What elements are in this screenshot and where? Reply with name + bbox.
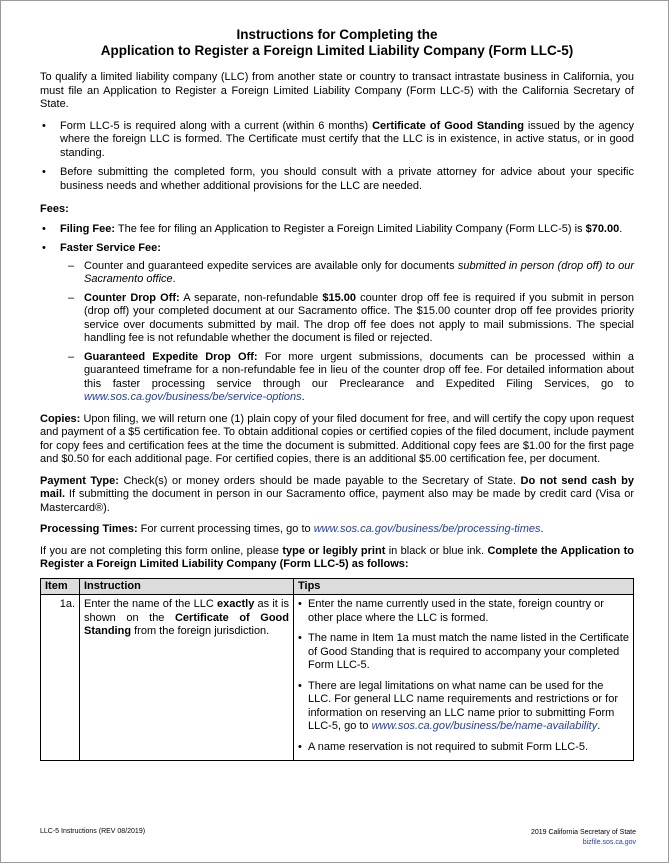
row-instruction: Enter the name of the LLC exactly as it is shown on the Certificate of Good Standing from the foreign jurisdiction. (80, 595, 294, 761)
processing-paragraph: Processing Times: For current processing times, go to www.sos.ca.gov/business/be/processing-times. (40, 523, 544, 535)
fees-heading: Fees: (40, 203, 69, 215)
counter-drop-off: – Counter Drop Off: A separate, non-refundable $15.00 counter drop off fee is required if you submit in person (drop off) your completed document at our Sacramento office. The $15.00 counter drop off fee provides priority service over documents submitted by mail. The drop off fee does not apply to mail submissions. The special handling fee is not refundable whether the document is filed or rejected. (60, 292, 634, 346)
page-title (40, 27, 634, 59)
tip-current-name: • Enter the name currently used in the state, foreign country or other place where the LLC is formed. (298, 598, 629, 625)
footer-copyright: 2019 California Secretary of State (530, 829, 636, 836)
footer-revision: LLC-5 Instructions (REV 08/2019) (40, 828, 146, 835)
title-line-1: Instructions for Completing the (236, 27, 438, 42)
header-item: Item (41, 578, 80, 595)
header-instruction: Instruction (80, 578, 294, 595)
fees-list (40, 223, 634, 405)
service-options-link[interactable]: www.sos.ca.gov/business/be/service-options (84, 391, 302, 403)
payment-paragraph: Payment Type: Check(s) or money orders should be made payable to the Secretary of State. Do not send cash by mail. If submitting the document in person in our Sacramento office, payment also may be made by credit card (Visa or Mastercard®). (40, 474, 635, 514)
row-tips (294, 595, 634, 761)
intro-bullets (40, 120, 634, 194)
tip-legal-limitations: • There are legal limitations on what name can be used for the LLC. For general LLC name requirements and restrictions or for information on reserving an LLC name prior to submitting Form LLC-5, go to www.sos.ca.gov/business/be/name-availability. (298, 680, 629, 734)
header-tips: Tips (294, 578, 634, 595)
bullet-certificate: • Form LLC-5 is required along with a current (within 6 months) Certificate of Good Standing issued by the agency where the foreign LLC is formed. The Certificate must certify that the LLC is in existence, in active status, or in good standing. (40, 120, 634, 161)
table-row (41, 595, 634, 761)
faster-service-intro: – Counter and guaranteed expedite services are available only for documents submitted in person (drop off) to our Sacramento office. (60, 260, 634, 287)
table-header-row (41, 578, 634, 595)
tips-list (298, 598, 629, 754)
instructions-table (40, 578, 634, 762)
completing-paragraph: If you are not completing this form online, please type or legibly print in black or blue ink. Complete the Application to Register a Foreign Limited Liability Company (Form LLC-5) as follows: (40, 544, 634, 570)
bullet-attorney: • Before submitting the completed form, you should consult with a private attorney for advice about your specific business needs and whether additional provisions for the LLC are needed. (40, 166, 634, 193)
name-availability-link[interactable]: www.sos.ca.gov/business/be/name-availability (371, 720, 598, 732)
processing-times-link[interactable]: www.sos.ca.gov/business/be/processing-times (313, 523, 541, 535)
tip-reservation: • A name reservation is not required to submit Form LLC-5. (298, 741, 629, 755)
footer-publisher (531, 828, 636, 848)
footer-bizfile-link[interactable]: bizfile.sos.ca.gov (582, 839, 636, 846)
title-line-2: Application to Register a Foreign Limited Liability Company (Form LLC-5) (100, 43, 574, 58)
tip-match-name: • The name in Item 1a must match the name listed in the Certificate of Good Standing that is required to accompany your completed Form LLC-5. (298, 632, 629, 673)
intro-paragraph: To qualify a limited liability company (LLC) from another state or country to transact intrastate business in California, you must file an Application to Register a Foreign Limited Liability Company (Form LLC-5) with the California Secretary of State. (40, 71, 634, 110)
faster-service-fee: • Faster Service Fee: – Counter and guaranteed expedite services are available only for documents submitted in person (drop off) to our Sacramento office. – Counter Drop Off: A separate, non-refundable $15.00 counter drop off fee is required if you submit in person (drop off) your completed document at our Sacramento office. The $15.00 counter drop off fee provides priority service over documents submitted by mail. The drop off fee does not apply to mail submissions. The special handling fee is not refundable whether the document is filed or rejected. – Guaranteed Expedite Drop Off: For more urgent submissions, documents can be processed within a guaranteed timeframe for a non-refundable fee in lieu of the counter drop off fee. For detailed information about this faster processing service through our Preclearance and Expedited Filing Services, go to www.sos.ca.gov/business/be/service-options. (40, 242, 634, 405)
filing-fee: • Filing Fee: The fee for filing an Application to Register a Foreign Limited Liability Company (Form LLC-5) is $70.00. (40, 223, 634, 237)
faster-service-list (60, 260, 634, 405)
row-item-number: 1a. (41, 595, 80, 761)
copies-paragraph: Copies: Upon filing, we will return one (1) plain copy of your filed document for free, and will certify the copy upon request and payment of a $5 certification fee. To obtain additional copies or certified copies of the filed document, include payment for copy fees and certification fees at the time the document is submitted. Additional copy fees are $1.00 for the first page and $0.50 for each additional page. For certified copies, there is an additional $5.00 certification fee, per document. (40, 412, 634, 465)
guaranteed-expedite: – Guaranteed Expedite Drop Off: For more urgent submissions, documents can be processed within a guaranteed timeframe for a non-refundable fee in lieu of the counter drop off fee. For detailed information about this faster processing service through our Preclearance and Expedited Filing Services, go to www.sos.ca.gov/business/be/service-options. (60, 351, 634, 405)
document-content (40, 27, 634, 761)
